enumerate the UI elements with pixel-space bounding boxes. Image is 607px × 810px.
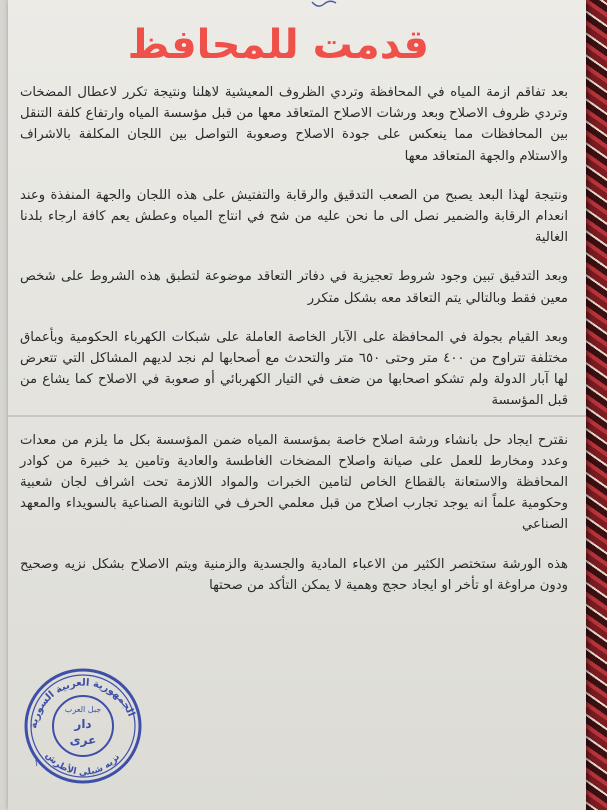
- document-body: [20, 82, 568, 614]
- stamp-center-line2: عرى: [69, 733, 97, 747]
- stamp-center-line1: دار: [74, 717, 92, 731]
- paragraph-4: وبعد القيام بجولة في المحافظة على الآبار الخاصة العاملة على شبكات الكهرباء الحكومية وبأعماق مختلفة تتراوح من ٤٠٠ متر وحتى ٦٥٠ متر والتحدث مع أصحابها لم نجد لديهم المشاكل التي تتعرض لها آبار الدولة ولم تشكو اصحابها من ضعف في التيار الكهربائي أو صعوبة في الاصلاح كما يشاع من قبل المؤسسة: [20, 329, 568, 409]
- stamp-seal-icon: [22, 666, 144, 786]
- paragraph-1: بعد تفاقم ازمة المياه في المحافظة وتردي الظروف المعيشية لاهلنا ونتيجة تكرر لاعطال المضخات وتردي ظروف الاصلاح وبعد ورشات الاصلاح المتعاقد معها من قبل مؤسسة المياه وارتفاع كلفة التنقل بين المحافظات مما ينعكس على جودة الاصلاح وصعوبة التواصل بين اللجان المكلفة بالاشراف والاستلام والجهة المتعاقد معها: [20, 85, 568, 164]
- paragraph-3: وبعد التدقيق تبين وجود شروط تعجيزية في دفاتر التعاقد موضوعة لتطبق هذه الشروط على شخص معين فقط وبالتالي يتم التعاقد معه بشكل متكرر: [20, 269, 568, 306]
- stamp-lower-text: نزيه شبلي الأطرش: [43, 750, 123, 778]
- stamp-number: ١: [34, 759, 39, 769]
- stamp-outer-text: الجمهورية العربية السورية: [28, 677, 137, 730]
- handwritten-title: قدمت للمحافظ: [127, 22, 429, 68]
- ink-mark: [310, 0, 338, 10]
- paragraph-5: نقترح ايجاد حل بانشاء ورشة اصلاح خاصة بمؤسسة المياه ضمن المؤسسة بكل ما يلزم من معدات وعدد ومخارط للعمل على صيانة واصلاح المضخات الغاطسة والعادية وتامين يد خبيرة من كوادر المحافظة والاستعانة بالقطاع الخاص لتامين الخبرات والمواد اللازمة تحت اشراف لجان شعبية وحكومية علماً انه يوجد تجارب اصلاح من قبل معلمي الحرف في الثانوية الصناعية بالسويداء والمعهد الصناعي: [20, 432, 568, 533]
- paragraph-6: هذه الورشة ستختصر الكثير من الاعباء المادية والجسدية والزمنية ويتم الاصلاح بشكل نزيه وصحيح ودون مراوغة او تأخر او ايجاد حجج وهمية لا يمكن التأكد من صحتها: [20, 556, 568, 593]
- stamp-inner-top: جبل العرب: [64, 705, 102, 714]
- official-stamp: [22, 666, 144, 786]
- paragraph-2: ونتيجة لهذا البعد يصبح من الصعب التدقيق والرقابة والتفتيش على هذه اللجان والجهة المنفذة وعند انعدام الرقابة والضمير نصل الى ما نحن عليه من شح في انتاج المياه وعطش يعم كافة ارجاء بلدنا الغالية: [20, 187, 568, 246]
